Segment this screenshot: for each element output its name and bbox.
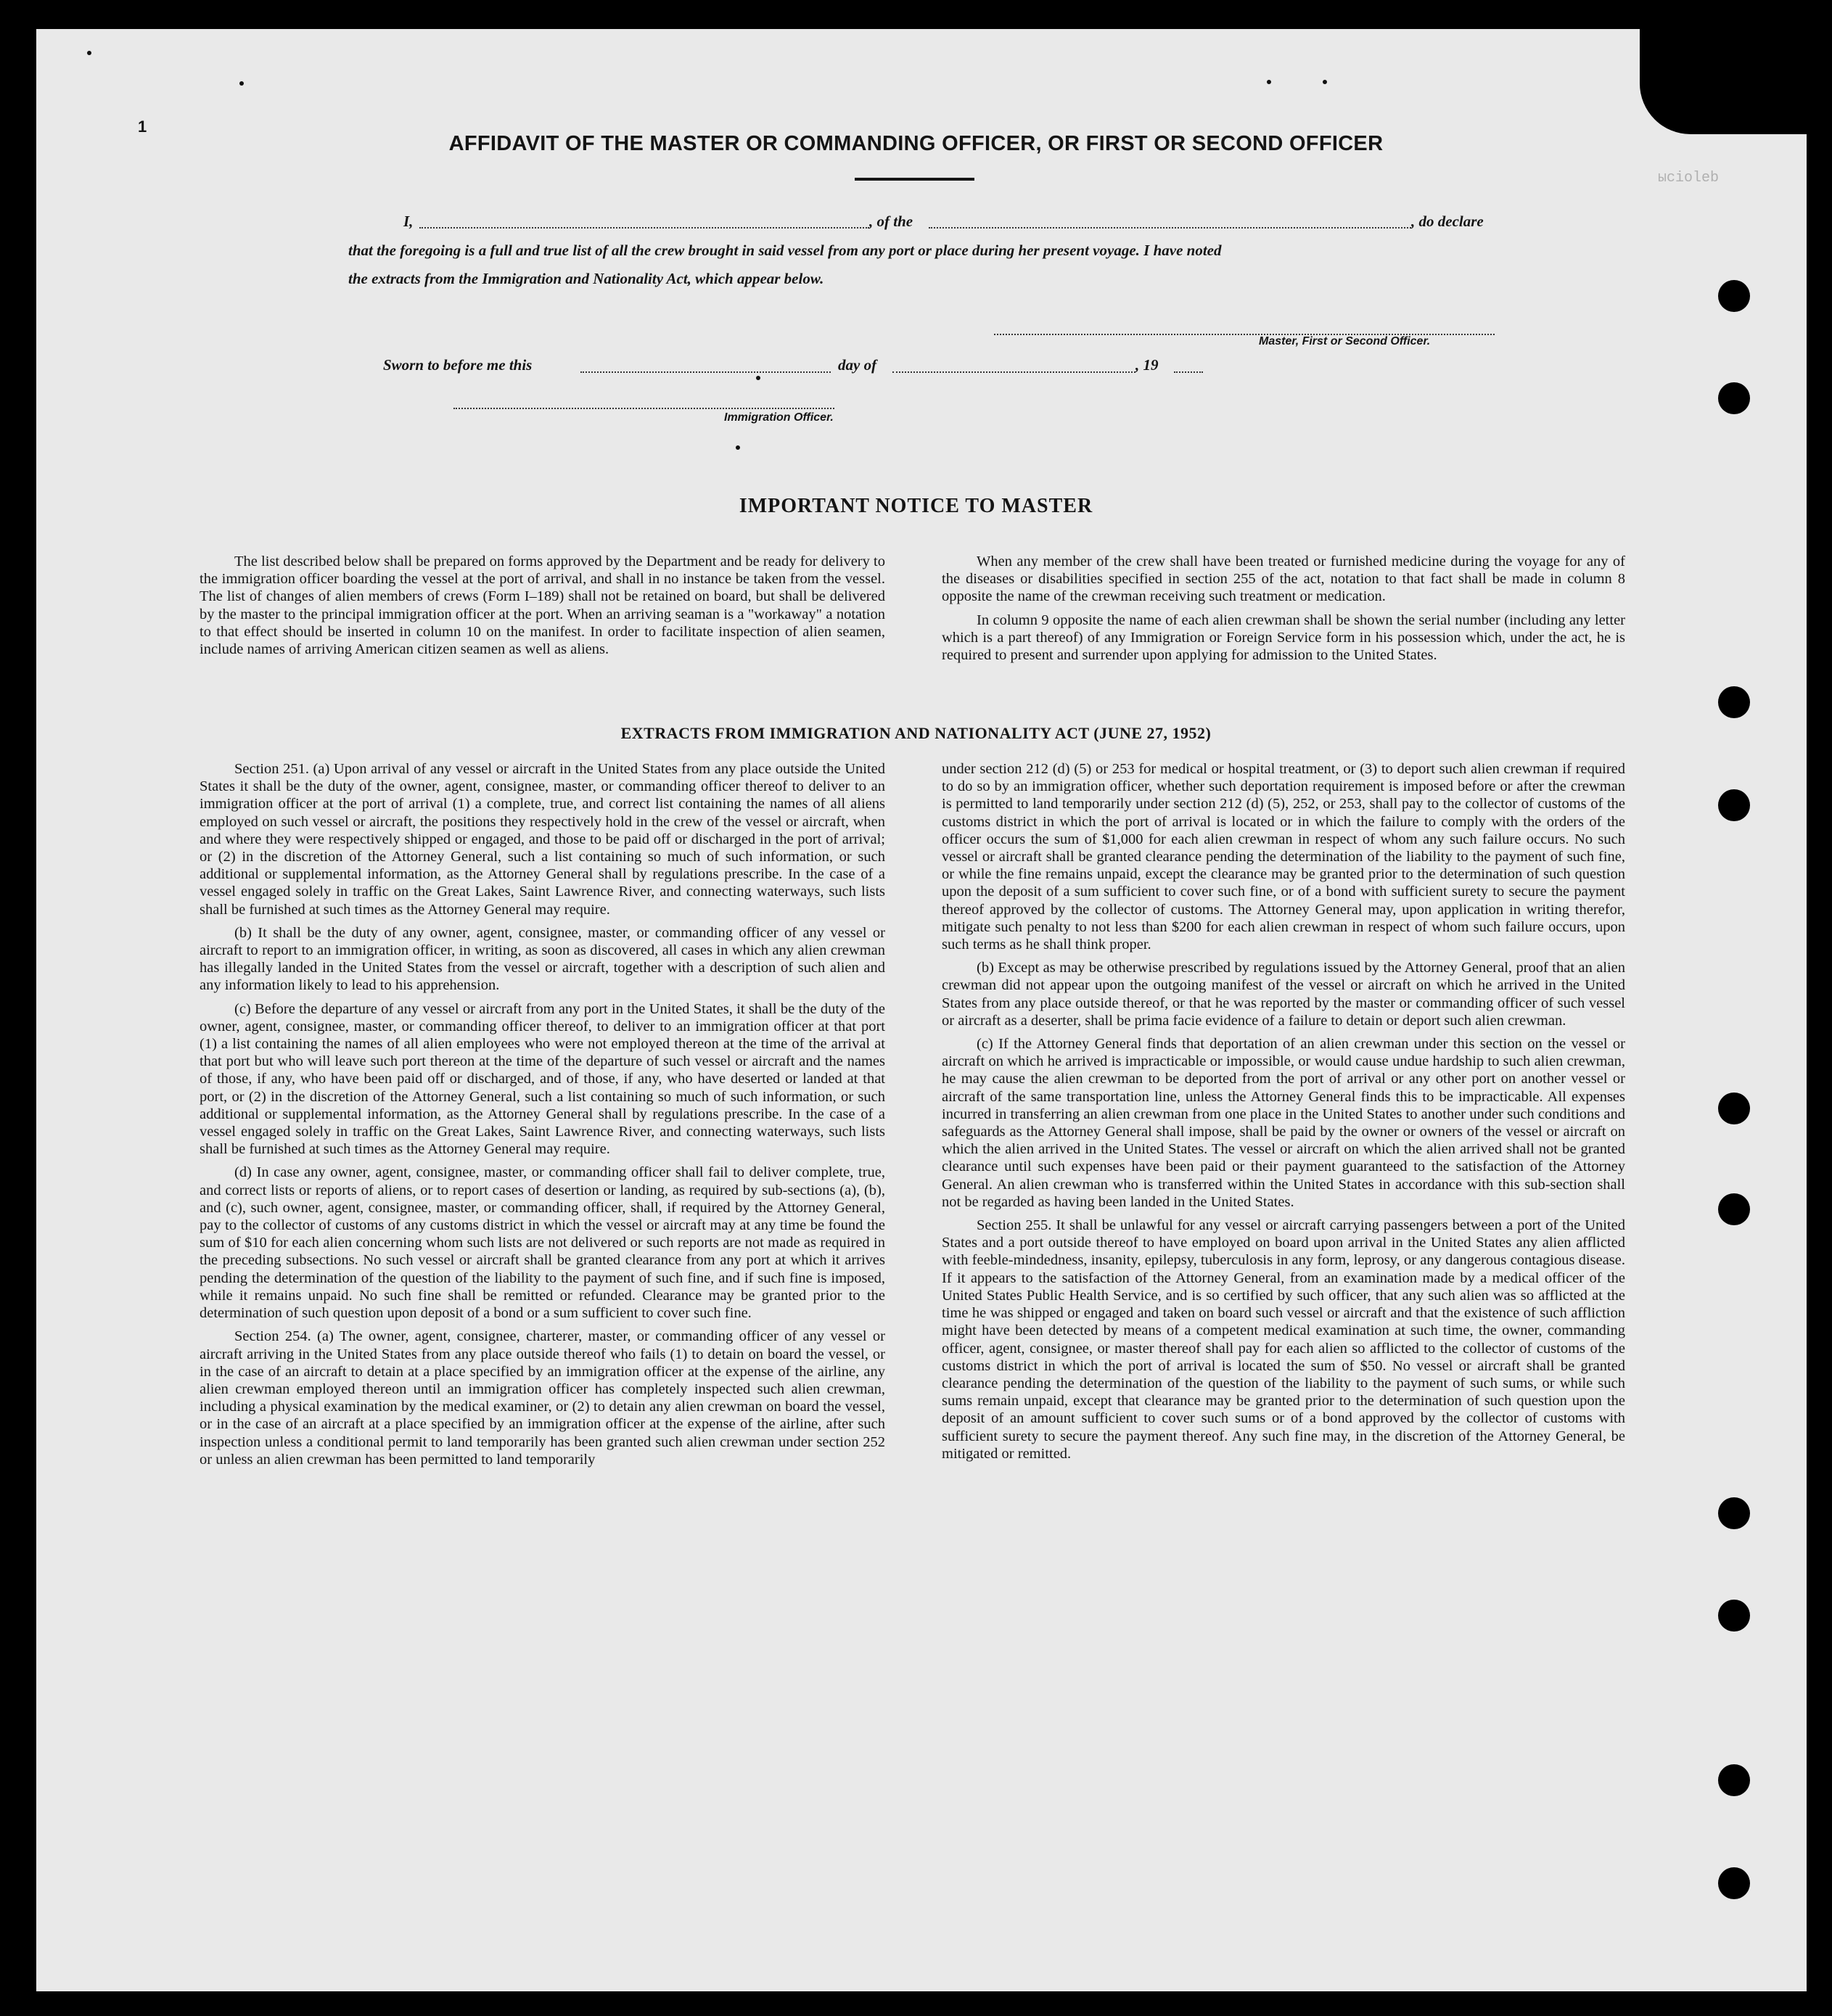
notice-right-paragraph-2: In column 9 opposite the name of each alien crewman shall be shown the serial number (including any letter which is a part thereof) of any Immigration or Foreign Service form in his possession which, under the act, he is required to present and surrender upon applying for admission to the United States. (942, 612, 1625, 664)
punch-hole (1718, 382, 1750, 414)
title-rule (855, 178, 974, 181)
do-declare-label: , do declare (1411, 213, 1484, 230)
vessel-blank[interactable] (929, 227, 1411, 229)
sworn-day-blank[interactable] (580, 371, 831, 373)
torn-corner (1640, 25, 1814, 134)
officer-caption: Immigration Officer. (724, 411, 834, 424)
year-label: , 19 (1135, 356, 1159, 374)
section-251-b: (b) It shall be the duty of any owner, agent, consignee, master, or commanding officer of any vessel or aircraft to report to an immigration officer, in writing, as soon as discovered, all cases in which any alien crewman has illegally landed in the United States from the vessel or aircraft, together with a description of such alien and any information likely to lead to his apprehension. (200, 924, 885, 994)
notice-title: IMPORTANT NOTICE TO MASTER (739, 495, 1093, 517)
section-251-c: (c) Before the departure of any vessel or aircraft from any port in the United States, it shall be the duty of the owner, agent, consignee, master, or commanding officer thereof, to deliver to an immigration officer at that port (1) a list containing the names of all alien employees who were not employed thereon at the time of the arrival at that port but who will leave such port thereon at the time of the departure of such vessel or aircraft and the names of those, if any, who have been paid off or discharged, and of those, if any, who have deserted or landed at that port, or (2) in the discretion of the Attorney General, such a list containing so much of such information, or such additional or supplemental information, as the Attorney General shall by regulations prescribe. In the case of a vessel engaged solely in traffic on the Great Lakes, Saint Lawrence River, and connecting waterways, such lists shall be furnished at such times as the Attorney General may require. (200, 1000, 885, 1158)
section-254-a: Section 254. (a) The owner, agent, consignee, charterer, master, or commanding officer of any vessel or aircraft arriving in the United States from any place outside thereof who fails (1) to detain on board the vessel, or in the case of an aircraft to detain at a place specified by an immigration officer at the expense of the airline, any alien crewman employed thereon until an immigration officer has completely inspected such alien crewman, including a physical examination by the medical examiner, or (2) to detain any alien crewman on board the vessel, or in the case of an aircraft at a place specified by an immigration officer at the expense of the airline, after such inspection unless a conditional permit to land temporarily has been granted such alien crewman under section 252 or unless an alien crewman has been permitted to land temporarily (200, 1328, 885, 1468)
speck (736, 445, 740, 450)
i-label: I, (403, 213, 414, 230)
section-251-a: Section 251. (a) Upon arrival of any vessel or aircraft in the United States from any place outside the United States it shall be the duty of the owner, agent, consignee, master, or commanding officer thereof to deliver to an immigration officer at the port of arrival (1) a complete, true, and correct list containing the names of all aliens employed on such vessel or aircraft, the positions they respectively hold in the crew of the vessel or aircraft, when and where they were respectively shipped or engaged, and those to be paid off or discharged in the port of arrival; or (2) in the discretion of the Attorney General, such a list containing so much of such information, or such additional or supplemental information, as the Attorney General shall by regulations prescribe. In the case of a vessel engaged solely in traffic on the Great Lakes, Saint Lawrence River, and connecting waterways, such lists shall be furnished at such times as the Attorney General may require. (200, 761, 885, 918)
master-caption: Master, First or Second Officer. (1259, 335, 1431, 347)
speck (239, 81, 244, 86)
speck (1323, 80, 1327, 84)
section-254-c: (c) If the Attorney General finds that deportation of an alien crewman under this section on the vessel or aircraft on which he arrived is impracticable or impossible, or would cause undue hardship to such alien crewman, he may cause the alien crewman to be deported from the port of arrival or any other port on another vessel or aircraft of the same transportation line, unless the Attorney General finds this to be impracticable. All expenses incurred in transferring an alien crewman from one place in the United States to another under such conditions and safeguards as the Attorney General shall impose, shall be paid by the owner or owners of the vessel or aircraft on which the alien arrived in the United States. The vessel or aircraft on which the alien arrived shall not be granted clearance until such expenses have been paid or their payment guaranteed to the satisfaction of the Attorney General. An alien crewman who is transferred within the United States in accordance with this sub-section shall not be regarded as having been landed in the United States. (942, 1036, 1625, 1210)
statement-line-1: that the foregoing is a full and true list of all the crew brought in said vessel from any port or place during her present voyage. I have noted (348, 242, 1222, 259)
section-254-a-continued: under section 212 (d) (5) or 253 for medical or hospital treatment, or (3) to deport such alien crewman if required to do so by an immigration officer, whether such deportation requirement is imposed before or after the crewman is permitted to land temporarily under section 212 (d) (5), 252, or 253, shall pay to the collector of customs of the customs district in which the port of arrival is located or in which the failure to comply with the orders of the officer occurs the sum of $1,000 for each alien crewman in respect of whom any such failure occurs. No such vessel or aircraft shall be granted clearance pending the determination of the liability to the payment of such fine, or while the fine remains unpaid, except the clearance may be granted prior to the determination of such question upon the deposit of a sum sufficient to cover such fine, or of a bond with sufficient surety to secure the payment thereof approved by the collector of customs. The Attorney General may, upon application in writing therefor, mitigate such penalty to not less than $200 for each alien crewman in respect of whom such failure occurs, upon such terms as he shall think proper. (942, 761, 1625, 953)
bleed-through-text: ыcioleb (1658, 170, 1720, 186)
notice-left-column (200, 553, 885, 664)
punch-hole (1718, 1867, 1750, 1899)
notice-left-paragraph: The list described below shall be prepared on forms approved by the Department and be ready for delivery to the immigration officer boarding the vessel at the port of arrival, and shall in no instance be taken from the vessel. The list of changes of alien members of crews (Form I–189) shall not be retained on board, but shall be delivered by the master to the principal immigration officer at the port. When an arriving seaman is a "workaway" a notation to that effect should be inserted in column 10 on the manifest. In order to facilitate inspection of alien seamen, include names of arriving American citizen seamen as well as aliens. (200, 554, 885, 658)
sworn-label: Sworn to before me this (383, 356, 533, 374)
extracts-left-column (200, 760, 885, 1474)
punch-hole (1718, 789, 1750, 821)
sworn-year-blank[interactable] (1174, 371, 1203, 373)
speck (756, 376, 760, 380)
speck (87, 51, 91, 55)
name-blank[interactable] (419, 227, 869, 229)
punch-hole (1718, 1764, 1750, 1796)
statement-line-2: the extracts from the Immigration and Nationality Act, which appear below. (348, 270, 824, 287)
punch-hole (1718, 1093, 1750, 1124)
of-the-label: , of the (869, 213, 913, 230)
punch-hole (1718, 1600, 1750, 1632)
punch-hole (1718, 1193, 1750, 1225)
day-of-label: day of (838, 356, 877, 374)
speck (1267, 80, 1271, 84)
punch-hole (1718, 1497, 1750, 1529)
notice-right-column (942, 553, 1625, 670)
extracts-title: EXTRACTS FROM IMMIGRATION AND NATIONALITY ACT (JUNE 27, 1952) (620, 724, 1212, 742)
affidavit-title: AFFIDAVIT OF THE MASTER OR COMMANDING OFFICER, OR FIRST OR SECOND OFFICER (448, 132, 1384, 155)
extracts-right-column (942, 760, 1625, 1468)
section-255: Section 255. It shall be unlawful for any vessel or aircraft carrying passengers between a port of the United States and a port outside thereof to have employed on board upon arrival in the United States any alien afflicted with feeble-mindedness, insanity, epilepsy, tuberculosis in any form, leprosy, or any dangerous contagious disease. If it appears to the satisfaction of the Attorney General, from an examination made by a medical officer of the United States Public Health Service, and is so certified by such officer, that any such alien was so afflicted at the time he was shipped or engaged and taken on board such vessel or aircraft and that the existence of such affliction might have been detected by means of a competent medical examination at such time, the owner, commanding officer, agent, consignee, or master thereof shall pay for each alien so afflicted to the collector of customs of the customs district in which the port of arrival is located the sum of $50. No vessel or aircraft shall be granted clearance pending the determination of the question of the liability to the payment of such sums, or while such sums remain unpaid, except that clearance may be granted prior to the determination of such question upon the deposit of an amount sufficient to cover such sums or of a bond approved by the collector of customs with sufficient surety to secure the payment thereof. Any such fine may, in the discretion of the Attorney General, be mitigated or remitted. (942, 1217, 1625, 1462)
officer-signature-line[interactable] (453, 408, 834, 409)
margin-mark: 1 (138, 118, 147, 136)
punch-hole (1718, 686, 1750, 718)
section-254-b: (b) Except as may be otherwise prescribed by regulations issued by the Attorney General, proof that an alien crewman did not appear upon the outgoing manifest of the vessel or aircraft on which he arrived in the United States from any place outside thereof, or that he was reported by the master or commanding officer of such vessel or aircraft as a deserter, shall be prima facie evidence of a failure to detain or deport such alien crewman. (942, 960, 1625, 1029)
punch-hole (1718, 280, 1750, 312)
section-251-d: (d) In case any owner, agent, consignee, master, or commanding officer shall fail to deliver complete, true, and correct lists or reports of aliens, or to report cases of desertion or landing, as required by sub-sections (a), (b), and (c), such owner, agent, consignee, master, or commanding officer, shall, if required by the Attorney General, pay to the collector of customs of any customs district in which the vessel or aircraft may at any time be found the sum of $10 for each alien concerning whom such lists are not delivered or such reports are not made as required in the preceding subsections. No such vessel or aircraft shall be granted clearance from any port at which it arrives pending the determination of the question of the liability to the payment of such fine, and if such fine is imposed, while it remains unpaid. No such fine shall be remitted or refunded. Clearance may be granted prior to the determination of such question upon deposit of a bond or a sum sufficient to cover such fine. (200, 1164, 885, 1322)
sworn-month-blank[interactable] (892, 371, 1135, 373)
notice-right-paragraph-1: When any member of the crew shall have been treated or furnished medicine during the voyage for any of the diseases or disabilities specified in section 255 of the act, notation to that fact shall be made in column 8 opposite the name of the crewman receiving such treatment or medication. (942, 554, 1625, 605)
